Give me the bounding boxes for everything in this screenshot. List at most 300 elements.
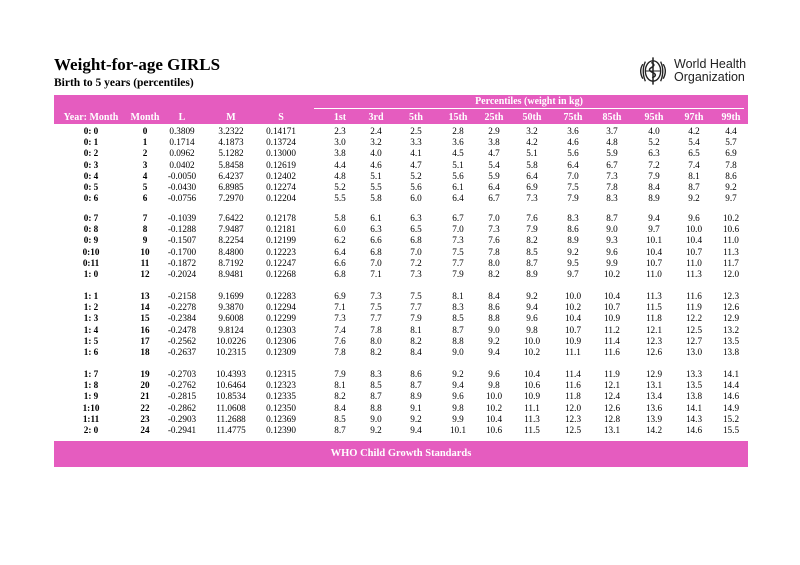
column-header-p3: 3rd [368, 112, 384, 123]
cell-p97: 4.2 [688, 126, 700, 136]
cell-p5: 8.2 [410, 335, 422, 346]
cell-p50: 9.4 [526, 302, 538, 313]
cell-p99: 14.1 [722, 369, 740, 379]
column-header-p1: 1st [333, 112, 347, 123]
cell-p99: 10.6 [722, 224, 740, 235]
cell-month: 5 [142, 182, 148, 192]
cell-p75: 10.2 [564, 302, 582, 313]
cell-p97: 11.3 [686, 269, 702, 279]
cell-p85: 11.6 [604, 347, 620, 357]
cell-p15: 9.2 [452, 369, 464, 379]
cell-p85: 7.8 [606, 182, 618, 192]
cell-p99: 4.4 [725, 126, 737, 136]
cell-p3: 8.5 [370, 380, 382, 391]
cell-p85: 9.9 [606, 257, 618, 268]
cell-m: 10.6464 [216, 380, 246, 391]
cell-p5: 2.5 [410, 126, 422, 136]
cell-p1: 6.2 [334, 235, 346, 246]
cell-s: 0.12402 [266, 170, 296, 181]
cell-m: 7.2970 [218, 193, 244, 204]
cell-month: 20 [140, 380, 150, 391]
cell-p75: 8.9 [567, 235, 579, 246]
cell-p99: 9.7 [725, 193, 737, 204]
cell-p25: 9.0 [488, 324, 500, 335]
cell-p1: 8.7 [334, 425, 346, 435]
cell-p85: 6.7 [606, 159, 618, 170]
cell-p99: 12.3 [722, 291, 740, 301]
cell-p97: 9.6 [688, 213, 700, 223]
cell-p85: 11.9 [604, 369, 620, 379]
table-row [54, 148, 748, 159]
column-header-m: M [226, 112, 236, 123]
cell-m: 10.8534 [216, 391, 246, 402]
cell-s: 0.12199 [266, 235, 296, 246]
cell-month: 11 [140, 257, 150, 268]
cell-m: 10.2315 [216, 347, 246, 357]
table-row [54, 336, 748, 347]
cell-year-month: 0: 3 [83, 159, 99, 170]
cell-p50: 7.3 [526, 193, 538, 204]
cell-p3: 7.5 [370, 302, 382, 313]
cell-l: -0.1507 [167, 235, 197, 246]
cell-p85: 3.7 [606, 126, 618, 136]
cell-m: 11.2688 [216, 413, 246, 424]
cell-p95: 11.8 [646, 313, 662, 324]
cell-p5: 8.1 [410, 324, 422, 335]
cell-p1: 7.8 [334, 347, 346, 357]
cell-p3: 2.4 [370, 126, 382, 136]
cell-p50: 9.2 [526, 291, 538, 301]
cell-year-month: 1: 2 [83, 302, 99, 313]
table-row [54, 414, 748, 425]
cell-s: 0.14171 [266, 126, 296, 136]
cell-l: -0.2903 [167, 413, 197, 424]
cell-p15: 8.3 [452, 302, 464, 313]
cell-p25: 7.8 [488, 246, 500, 257]
cell-s: 0.12303 [266, 324, 296, 335]
who-name-line-2: Organization [674, 70, 745, 84]
cell-p50: 10.9 [523, 391, 541, 402]
cell-p75: 11.8 [565, 391, 581, 402]
cell-p85: 9.3 [606, 235, 618, 246]
cell-p85: 5.9 [606, 148, 618, 159]
cell-m: 8.4800 [218, 246, 244, 257]
cell-p50: 8.2 [526, 235, 538, 246]
cell-p5: 5.2 [410, 170, 422, 181]
cell-m: 6.8985 [218, 182, 244, 192]
cell-p97: 10.0 [685, 224, 703, 235]
cell-p85: 4.8 [606, 137, 618, 148]
cell-p1: 8.5 [334, 413, 346, 424]
cell-p75: 11.1 [565, 347, 581, 357]
cell-p1: 7.6 [334, 335, 346, 346]
table-row [54, 291, 748, 302]
cell-p75: 10.0 [564, 291, 582, 301]
cell-l: -0.2158 [167, 291, 197, 301]
cell-p15: 7.3 [452, 235, 464, 246]
cell-p1: 5.2 [334, 182, 346, 192]
cell-p50: 8.7 [526, 257, 538, 268]
cell-p97: 7.4 [688, 159, 700, 170]
cell-p95: 13.4 [645, 391, 663, 402]
who-emblem-icon [636, 54, 670, 88]
cell-p15: 9.6 [452, 391, 464, 402]
cell-m: 9.8124 [218, 324, 244, 335]
cell-p3: 7.8 [370, 324, 382, 335]
cell-p1: 7.3 [334, 313, 346, 324]
cell-s: 0.13724 [266, 137, 296, 148]
cell-p25: 6.4 [488, 182, 500, 192]
cell-s: 0.12619 [266, 159, 296, 170]
cell-s: 0.12350 [266, 402, 296, 413]
cell-p75: 7.5 [567, 182, 579, 192]
cell-p3: 6.8 [370, 246, 382, 257]
cell-month: 9 [142, 235, 148, 246]
cell-p50: 5.8 [526, 159, 538, 170]
table-row [54, 224, 748, 235]
cell-l: -0.1700 [167, 246, 197, 257]
cell-year-month: 0: 2 [83, 148, 99, 159]
table-row [54, 126, 748, 137]
cell-month: 21 [140, 391, 150, 402]
cell-p3: 7.0 [370, 257, 382, 268]
cell-p75: 6.4 [567, 159, 579, 170]
cell-p85: 12.8 [603, 413, 621, 424]
cell-p3: 8.8 [370, 402, 382, 413]
cell-p95: 11.0 [646, 269, 662, 279]
cell-l: -0.0050 [167, 170, 197, 181]
cell-p75: 11.6 [565, 380, 581, 391]
cell-month: 16 [140, 324, 150, 335]
who-name-line-1: World Health [674, 57, 747, 71]
page-subtitle: Birth to 5 years (percentiles) [54, 77, 194, 89]
column-header-p85: 85th [602, 112, 622, 123]
cell-p95: 13.9 [645, 413, 663, 424]
cell-m: 4.1873 [218, 137, 244, 148]
column-header-p5: 5th [409, 112, 423, 123]
cell-m: 7.6422 [218, 213, 244, 223]
cell-p1: 6.0 [334, 224, 346, 235]
cell-p15: 8.1 [452, 291, 464, 301]
cell-p97: 13.5 [685, 380, 703, 391]
cell-l: -0.2024 [167, 269, 197, 279]
cell-p15: 5.6 [452, 170, 464, 181]
cell-p97: 14.1 [685, 402, 703, 413]
cell-p99: 12.6 [722, 302, 740, 313]
cell-p3: 8.3 [370, 369, 382, 379]
cell-p15: 6.7 [452, 213, 464, 223]
cell-p15: 6.4 [452, 193, 464, 204]
cell-p75: 10.9 [564, 335, 582, 346]
cell-s: 0.12268 [266, 269, 296, 279]
cell-l: -0.2384 [167, 313, 197, 324]
cell-p5: 7.0 [410, 246, 422, 257]
cell-p1: 6.6 [334, 257, 346, 268]
cell-m: 8.9481 [218, 269, 244, 279]
cell-l: 0.1714 [169, 137, 195, 148]
cell-p95: 8.4 [648, 182, 660, 192]
table-row [54, 213, 748, 224]
cell-p85: 13.1 [603, 425, 621, 435]
cell-p15: 7.0 [452, 224, 464, 235]
cell-month: 17 [140, 335, 150, 346]
cell-p5: 8.9 [410, 391, 422, 402]
cell-month: 10 [140, 246, 150, 257]
cell-p85: 10.2 [603, 269, 621, 279]
cell-year-month: 0: 5 [83, 182, 99, 192]
column-header-p25: 25th [484, 112, 504, 123]
cell-p75: 4.6 [567, 137, 579, 148]
cell-p95: 12.3 [645, 335, 663, 346]
cell-p3: 6.1 [370, 213, 382, 223]
cell-p97: 8.1 [688, 170, 700, 181]
cell-year-month: 1: 1 [83, 291, 99, 301]
cell-p95: 9.7 [648, 224, 660, 235]
cell-p1: 4.4 [334, 159, 346, 170]
cell-p99: 6.9 [725, 148, 737, 159]
cell-p25: 9.2 [488, 335, 500, 346]
cell-p1: 7.4 [334, 324, 346, 335]
cell-p25: 8.2 [488, 269, 500, 279]
cell-p99: 10.2 [722, 213, 740, 223]
column-header-p97: 97th [684, 112, 704, 123]
column-header-p95: 95th [644, 112, 664, 123]
cell-p95: 12.6 [645, 347, 663, 357]
cell-month: 24 [140, 425, 150, 435]
cell-p15: 2.8 [452, 126, 464, 136]
cell-s: 0.13000 [266, 148, 296, 159]
cell-p75: 3.6 [567, 126, 579, 136]
table-row [54, 391, 748, 402]
cell-p95: 11.3 [646, 291, 662, 301]
cell-year-month: 0: 4 [83, 170, 99, 181]
cell-p25: 5.9 [488, 170, 500, 181]
cell-p75: 10.7 [564, 324, 582, 335]
cell-p50: 9.6 [526, 313, 538, 324]
cell-p99: 9.2 [725, 182, 737, 192]
cell-p97: 13.3 [685, 369, 703, 379]
cell-p25: 3.8 [488, 137, 500, 148]
cell-p3: 8.2 [370, 347, 382, 357]
cell-p99: 12.9 [722, 313, 740, 324]
cell-month: 2 [142, 148, 148, 159]
cell-year-month: 0: 6 [83, 193, 99, 204]
cell-p50: 11.3 [524, 413, 540, 424]
cell-p5: 8.6 [410, 369, 422, 379]
cell-p5: 8.4 [410, 347, 422, 357]
cell-p95: 10.4 [645, 246, 663, 257]
cell-s: 0.12247 [266, 257, 296, 268]
table-row [54, 369, 748, 380]
cell-p97: 5.4 [688, 137, 700, 148]
cell-p5: 9.4 [410, 425, 422, 435]
cell-p85: 11.4 [604, 335, 620, 346]
cell-m: 8.2254 [218, 235, 244, 246]
cell-p95: 10.1 [645, 235, 663, 246]
cell-p25: 9.6 [488, 369, 500, 379]
cell-p97: 9.2 [688, 193, 700, 204]
cell-p85: 12.1 [603, 380, 621, 391]
cell-s: 0.12181 [266, 224, 296, 235]
cell-s: 0.12299 [266, 313, 296, 324]
cell-p50: 3.2 [526, 126, 538, 136]
cell-p5: 6.5 [410, 224, 422, 235]
cell-p1: 3.8 [334, 148, 346, 159]
cell-p97: 12.7 [685, 335, 703, 346]
cell-year-month: 1:11 [82, 413, 100, 424]
cell-year-month: 1: 7 [83, 369, 99, 379]
cell-p25: 8.4 [488, 291, 500, 301]
cell-p25: 10.2 [485, 402, 503, 413]
cell-p1: 2.3 [334, 126, 346, 136]
cell-p97: 11.6 [686, 291, 702, 301]
cell-p95: 8.9 [648, 193, 660, 204]
cell-p1: 6.9 [334, 291, 346, 301]
cell-p99: 11.3 [723, 246, 739, 257]
cell-p1: 6.4 [334, 246, 346, 257]
cell-l: -0.1872 [167, 257, 197, 268]
cell-p25: 8.0 [488, 257, 500, 268]
cell-p99: 11.0 [723, 235, 739, 246]
cell-m: 11.0608 [216, 402, 246, 413]
cell-p3: 5.5 [370, 182, 382, 192]
cell-p50: 10.6 [523, 380, 541, 391]
column-header-p75: 75th [563, 112, 583, 123]
cell-p1: 7.1 [334, 302, 346, 313]
cell-m: 10.4393 [216, 369, 246, 379]
cell-s: 0.12306 [266, 335, 296, 346]
cell-month: 15 [140, 313, 150, 324]
cell-p85: 8.7 [606, 213, 618, 223]
cell-p99: 7.8 [725, 159, 737, 170]
cell-p1: 5.5 [334, 193, 346, 204]
cell-month: 1 [142, 137, 148, 148]
cell-p75: 9.2 [567, 246, 579, 257]
table-row [54, 137, 748, 148]
cell-p95: 12.9 [645, 369, 663, 379]
cell-p5: 6.0 [410, 193, 422, 204]
cell-p25: 9.4 [488, 347, 500, 357]
cell-p1: 6.8 [334, 269, 346, 279]
cell-p5: 9.1 [410, 402, 422, 413]
cell-year-month: 1: 3 [83, 313, 99, 324]
cell-p97: 12.5 [685, 324, 703, 335]
cell-p75: 7.0 [567, 170, 579, 181]
cell-p85: 8.3 [606, 193, 618, 204]
cell-p95: 10.7 [645, 257, 663, 268]
cell-p3: 7.1 [370, 269, 382, 279]
cell-p75: 11.4 [565, 369, 581, 379]
cell-p99: 15.5 [722, 425, 740, 435]
cell-p5: 7.2 [410, 257, 422, 268]
cell-p97: 14.6 [685, 425, 703, 435]
cell-p50: 10.0 [523, 335, 541, 346]
cell-p25: 5.4 [488, 159, 500, 170]
table-row [54, 269, 748, 280]
cell-m: 9.1699 [218, 291, 244, 301]
cell-p50: 10.4 [523, 369, 541, 379]
cell-m: 5.8458 [218, 159, 244, 170]
cell-p85: 12.6 [603, 402, 621, 413]
cell-m: 5.1282 [218, 148, 244, 159]
table-row [54, 258, 748, 269]
cell-p95: 7.9 [648, 170, 660, 181]
cell-s: 0.12315 [266, 369, 296, 379]
cell-p25: 8.8 [488, 313, 500, 324]
cell-p85: 7.3 [606, 170, 618, 181]
cell-month: 0 [142, 126, 148, 136]
cell-p95: 4.0 [648, 126, 660, 136]
cell-m: 9.3870 [218, 302, 244, 313]
cell-s: 0.12335 [266, 391, 296, 402]
column-header-p50: 50th [522, 112, 542, 123]
cell-p85: 11.2 [604, 324, 620, 335]
cell-p97: 11.0 [686, 257, 702, 268]
cell-p50: 6.9 [526, 182, 538, 192]
cell-p1: 5.8 [334, 213, 346, 223]
cell-p5: 6.3 [410, 213, 422, 223]
cell-p85: 10.9 [603, 313, 621, 324]
cell-s: 0.12294 [266, 302, 296, 313]
cell-p15: 9.9 [452, 413, 464, 424]
cell-m: 9.6008 [218, 313, 244, 324]
column-header-month: Month [130, 112, 160, 123]
cell-m: 8.7192 [218, 257, 244, 268]
table-row [54, 171, 748, 182]
percentiles-label: Percentiles (weight in kg) [314, 96, 744, 109]
cell-p97: 13.0 [685, 347, 703, 357]
cell-p75: 12.0 [564, 402, 582, 413]
table-header-row [54, 111, 748, 124]
cell-year-month: 1: 9 [83, 391, 99, 402]
cell-p50: 11.1 [524, 402, 540, 413]
cell-p97: 10.7 [685, 246, 703, 257]
table-row [54, 193, 748, 204]
column-header-year-month: Year: Month [63, 112, 119, 123]
table-row [54, 302, 748, 313]
cell-p95: 11.5 [646, 302, 662, 313]
cell-year-month: 0: 7 [83, 213, 99, 223]
cell-p3: 4.0 [370, 148, 382, 159]
cell-month: 14 [140, 302, 150, 313]
cell-p97: 8.7 [688, 182, 700, 192]
cell-p5: 4.1 [410, 148, 422, 159]
cell-m: 11.4775 [216, 425, 246, 435]
cell-s: 0.12204 [266, 193, 296, 204]
cell-l: -0.2703 [167, 369, 197, 379]
cell-p50: 5.1 [526, 148, 538, 159]
cell-l: -0.2278 [167, 302, 197, 313]
cell-p15: 9.0 [452, 347, 464, 357]
page-title: Weight-for-age GIRLS [54, 55, 221, 74]
cell-p1: 8.4 [334, 402, 346, 413]
column-header-p15: 15th [448, 112, 468, 123]
cell-p50: 8.5 [526, 246, 538, 257]
cell-p50: 7.6 [526, 213, 538, 223]
table-row [54, 235, 748, 246]
cell-p99: 13.2 [722, 324, 740, 335]
cell-l: 0.3809 [169, 126, 195, 136]
cell-month: 3 [142, 159, 148, 170]
cell-s: 0.12274 [266, 182, 296, 192]
cell-l: -0.0756 [167, 193, 197, 204]
cell-l: -0.0430 [167, 182, 197, 192]
cell-p15: 7.5 [452, 246, 464, 257]
cell-m: 10.0226 [216, 335, 246, 346]
table-row [54, 425, 748, 436]
cell-p95: 6.3 [648, 148, 660, 159]
cell-p97: 6.5 [688, 148, 700, 159]
